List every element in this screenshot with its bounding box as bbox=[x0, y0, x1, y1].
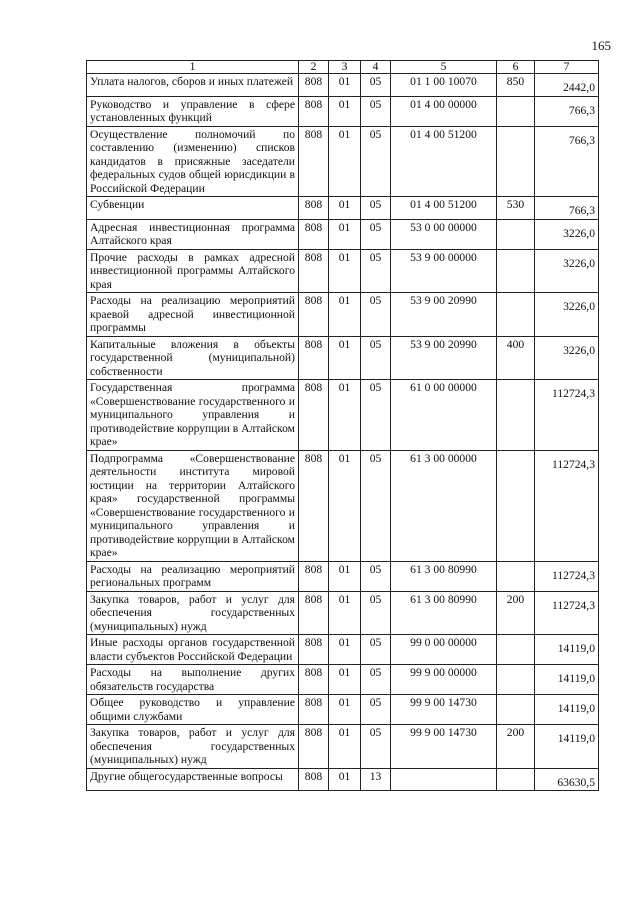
amount-cell: 14119,0 bbox=[535, 665, 599, 695]
expense-type-cell bbox=[497, 293, 535, 337]
column-header: 1 bbox=[87, 61, 299, 74]
expense-type-cell bbox=[497, 126, 535, 197]
table-row bbox=[87, 768, 599, 791]
row-name-cell: Общее руководство и управление общими службами bbox=[87, 695, 299, 725]
row-name-cell: Государственная программа «Совершенствование государственного и муниципального управления и противодействие коррупции в Алтайском крае» bbox=[87, 380, 299, 451]
row-name-cell: Субвенции bbox=[87, 197, 299, 220]
column-header: 5 bbox=[391, 61, 497, 74]
section-code-cell: 01 bbox=[329, 249, 361, 293]
ministry-code-cell: 808 bbox=[299, 768, 329, 791]
column-header: 2 bbox=[299, 61, 329, 74]
table-row bbox=[87, 219, 599, 249]
amount-cell: 766,3 bbox=[535, 197, 599, 220]
target-code-cell: 53 9 00 20990 bbox=[391, 293, 497, 337]
ministry-code-cell: 808 bbox=[299, 450, 329, 561]
table-row bbox=[87, 725, 599, 769]
ministry-code-cell: 808 bbox=[299, 126, 329, 197]
ministry-code-cell: 808 bbox=[299, 665, 329, 695]
expense-type-cell: 530 bbox=[497, 197, 535, 220]
target-code-cell: 01 4 00 00000 bbox=[391, 96, 497, 126]
table-row bbox=[87, 380, 599, 451]
ministry-code-cell: 808 bbox=[299, 725, 329, 769]
amount-cell: 14119,0 bbox=[535, 635, 599, 665]
row-name-cell: Расходы на реализацию мероприятий краевой адресной инвестиционной программы bbox=[87, 293, 299, 337]
table-row bbox=[87, 635, 599, 665]
row-name-cell: Закупка товаров, работ и услуг для обеспечения государственных (муниципальных) нужд bbox=[87, 725, 299, 769]
expense-type-cell bbox=[497, 561, 535, 591]
amount-cell: 112724,3 bbox=[535, 591, 599, 635]
expense-type-cell bbox=[497, 695, 535, 725]
amount-cell: 766,3 bbox=[535, 96, 599, 126]
amount-cell: 112724,3 bbox=[535, 380, 599, 451]
table-row bbox=[87, 336, 599, 380]
section-code-cell: 01 bbox=[329, 293, 361, 337]
target-code-cell: 53 9 00 00000 bbox=[391, 249, 497, 293]
expense-type-cell: 200 bbox=[497, 591, 535, 635]
amount-cell: 766,3 bbox=[535, 126, 599, 197]
ministry-code-cell: 808 bbox=[299, 96, 329, 126]
ministry-code-cell: 808 bbox=[299, 336, 329, 380]
ministry-code-cell: 808 bbox=[299, 591, 329, 635]
row-name-cell: Расходы на реализацию мероприятий региональных программ bbox=[87, 561, 299, 591]
target-code-cell: 01 4 00 51200 bbox=[391, 197, 497, 220]
subsection-code-cell: 05 bbox=[361, 197, 391, 220]
row-name-cell: Расходы на выполнение других обязательств государства bbox=[87, 665, 299, 695]
subsection-code-cell: 05 bbox=[361, 249, 391, 293]
target-code-cell: 61 3 00 80990 bbox=[391, 561, 497, 591]
row-name-cell: Иные расходы органов государственной власти субъектов Российской Федерации bbox=[87, 635, 299, 665]
target-code-cell bbox=[391, 768, 497, 791]
target-code-cell: 61 3 00 00000 bbox=[391, 450, 497, 561]
expense-type-cell: 200 bbox=[497, 725, 535, 769]
ministry-code-cell: 808 bbox=[299, 293, 329, 337]
table-row bbox=[87, 591, 599, 635]
subsection-code-cell: 05 bbox=[361, 74, 391, 97]
section-code-cell: 01 bbox=[329, 635, 361, 665]
section-code-cell: 01 bbox=[329, 126, 361, 197]
subsection-code-cell: 05 bbox=[361, 293, 391, 337]
table-header-row bbox=[87, 61, 599, 74]
target-code-cell: 99 9 00 00000 bbox=[391, 665, 497, 695]
target-code-cell: 61 0 00 00000 bbox=[391, 380, 497, 451]
amount-cell: 3226,0 bbox=[535, 293, 599, 337]
amount-cell: 2442,0 bbox=[535, 74, 599, 97]
expense-type-cell bbox=[497, 665, 535, 695]
table-row bbox=[87, 293, 599, 337]
table-row bbox=[87, 126, 599, 197]
column-header: 4 bbox=[361, 61, 391, 74]
budget-table bbox=[86, 60, 599, 791]
section-code-cell: 01 bbox=[329, 450, 361, 561]
ministry-code-cell: 808 bbox=[299, 219, 329, 249]
column-header: 6 bbox=[497, 61, 535, 74]
column-header: 7 bbox=[535, 61, 599, 74]
ministry-code-cell: 808 bbox=[299, 197, 329, 220]
expense-type-cell bbox=[497, 450, 535, 561]
table-row bbox=[87, 450, 599, 561]
table-row bbox=[87, 74, 599, 97]
subsection-code-cell: 05 bbox=[361, 450, 391, 561]
subsection-code-cell: 05 bbox=[361, 591, 391, 635]
table-row bbox=[87, 665, 599, 695]
amount-cell: 14119,0 bbox=[535, 725, 599, 769]
expense-type-cell bbox=[497, 219, 535, 249]
table-row bbox=[87, 249, 599, 293]
amount-cell: 112724,3 bbox=[535, 450, 599, 561]
row-name-cell: Подпрограмма «Совершенствование деятельности института мировой юстиции на территории Алтайского края» государственной программы «Совершенствование государственного и муниципального управления и противодействие коррупции в Алтайском крае» bbox=[87, 450, 299, 561]
section-code-cell: 01 bbox=[329, 380, 361, 451]
subsection-code-cell: 05 bbox=[361, 380, 391, 451]
section-code-cell: 01 bbox=[329, 336, 361, 380]
ministry-code-cell: 808 bbox=[299, 380, 329, 451]
ministry-code-cell: 808 bbox=[299, 561, 329, 591]
subsection-code-cell: 05 bbox=[361, 725, 391, 769]
subsection-code-cell: 13 bbox=[361, 768, 391, 791]
subsection-code-cell: 05 bbox=[361, 126, 391, 197]
table-row bbox=[87, 695, 599, 725]
ministry-code-cell: 808 bbox=[299, 635, 329, 665]
expense-type-cell bbox=[497, 768, 535, 791]
ministry-code-cell: 808 bbox=[299, 249, 329, 293]
amount-cell: 63630,5 bbox=[535, 768, 599, 791]
subsection-code-cell: 05 bbox=[361, 96, 391, 126]
section-code-cell: 01 bbox=[329, 96, 361, 126]
section-code-cell: 01 bbox=[329, 591, 361, 635]
row-name-cell: Капитальные вложения в объекты государственной (муниципальной) собственности bbox=[87, 336, 299, 380]
target-code-cell: 99 9 00 14730 bbox=[391, 695, 497, 725]
subsection-code-cell: 05 bbox=[361, 219, 391, 249]
row-name-cell: Прочие расходы в рамках адресной инвестиционной программы Алтайского края bbox=[87, 249, 299, 293]
expense-type-cell bbox=[497, 635, 535, 665]
target-code-cell: 53 9 00 20990 bbox=[391, 336, 497, 380]
row-name-cell: Осуществление полномочий по составлению (изменению) списков кандидатов в присяжные заседатели федеральных судов общей юрисдикции в Российской Федерации bbox=[87, 126, 299, 197]
amount-cell: 14119,0 bbox=[535, 695, 599, 725]
row-name-cell: Уплата налогов, сборов и иных платежей bbox=[87, 74, 299, 97]
page-number: 165 bbox=[591, 38, 611, 53]
row-name-cell: Закупка товаров, работ и услуг для обеспечения государственных (муниципальных) нужд bbox=[87, 591, 299, 635]
target-code-cell: 99 0 00 00000 bbox=[391, 635, 497, 665]
section-code-cell: 01 bbox=[329, 74, 361, 97]
amount-cell: 3226,0 bbox=[535, 219, 599, 249]
section-code-cell: 01 bbox=[329, 665, 361, 695]
section-code-cell: 01 bbox=[329, 219, 361, 249]
target-code-cell: 99 9 00 14730 bbox=[391, 725, 497, 769]
subsection-code-cell: 05 bbox=[361, 336, 391, 380]
expense-type-cell: 850 bbox=[497, 74, 535, 97]
expense-type-cell bbox=[497, 96, 535, 126]
target-code-cell: 53 0 00 00000 bbox=[391, 219, 497, 249]
amount-cell: 3226,0 bbox=[535, 336, 599, 380]
subsection-code-cell: 05 bbox=[361, 635, 391, 665]
expense-type-cell bbox=[497, 249, 535, 293]
ministry-code-cell: 808 bbox=[299, 695, 329, 725]
column-header: 3 bbox=[329, 61, 361, 74]
table-row bbox=[87, 561, 599, 591]
table-row bbox=[87, 197, 599, 220]
amount-cell: 112724,3 bbox=[535, 561, 599, 591]
section-code-cell: 01 bbox=[329, 768, 361, 791]
row-name-cell: Адресная инвестиционная программа Алтайского края bbox=[87, 219, 299, 249]
ministry-code-cell: 808 bbox=[299, 74, 329, 97]
section-code-cell: 01 bbox=[329, 561, 361, 591]
table-row bbox=[87, 96, 599, 126]
expense-type-cell bbox=[497, 380, 535, 451]
target-code-cell: 01 1 00 10070 bbox=[391, 74, 497, 97]
target-code-cell: 61 3 00 80990 bbox=[391, 591, 497, 635]
target-code-cell: 01 4 00 51200 bbox=[391, 126, 497, 197]
section-code-cell: 01 bbox=[329, 695, 361, 725]
subsection-code-cell: 05 bbox=[361, 561, 391, 591]
subsection-code-cell: 05 bbox=[361, 695, 391, 725]
subsection-code-cell: 05 bbox=[361, 665, 391, 695]
row-name-cell: Другие общегосударственные вопросы bbox=[87, 768, 299, 791]
row-name-cell: Руководство и управление в сфере установленных функций bbox=[87, 96, 299, 126]
expense-type-cell: 400 bbox=[497, 336, 535, 380]
amount-cell: 3226,0 bbox=[535, 249, 599, 293]
section-code-cell: 01 bbox=[329, 197, 361, 220]
section-code-cell: 01 bbox=[329, 725, 361, 769]
